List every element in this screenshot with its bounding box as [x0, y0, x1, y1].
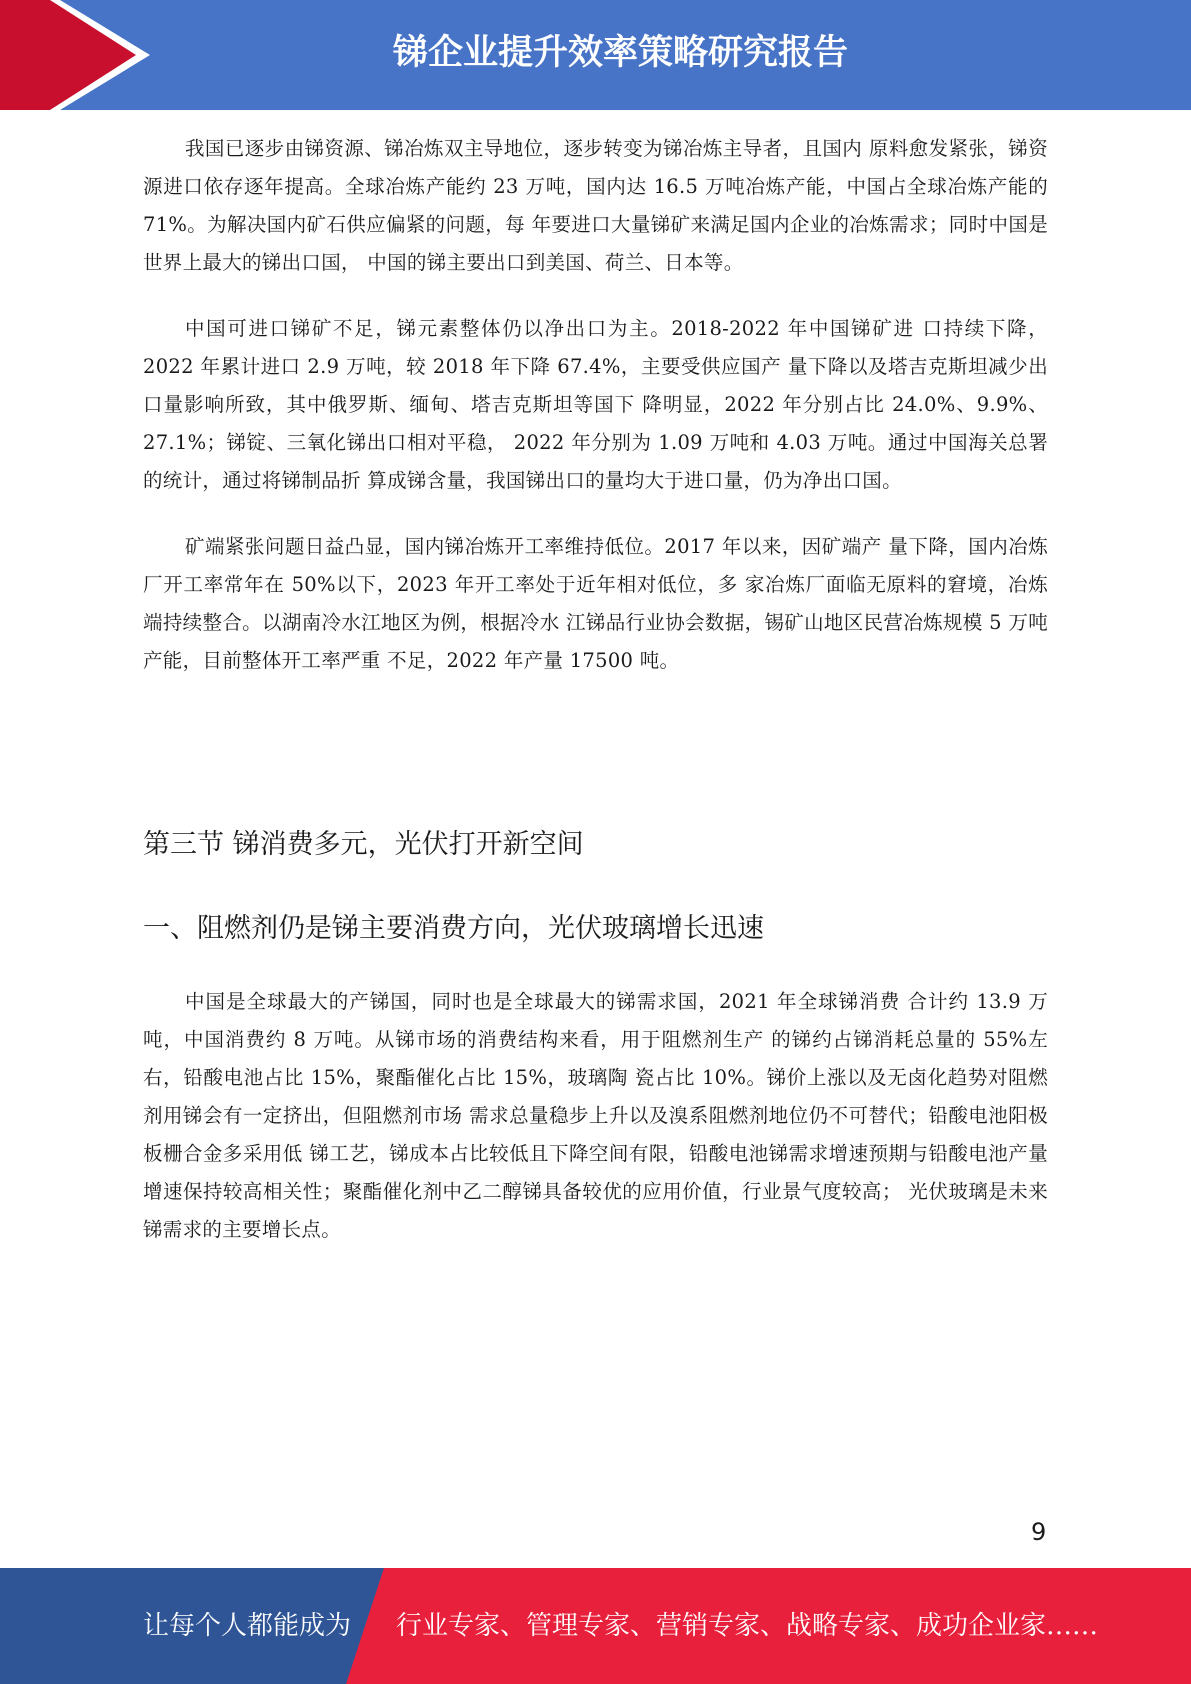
header-bar: [0, 0, 1191, 110]
footer-slogan-right: 行业专家、管理专家、营销专家、战略专家、成功企业家……: [396, 1611, 1099, 1641]
paragraph-1: 我国已逐步由锑资源、锑冶炼双主导地位，逐步转变为锑冶炼主导者，且国内 原料愈发紧张，锑资源进口依存逐年提高。全球冶炼产能约 23 万吨，国内达 16.5 万吨冶炼产能，中国占全球冶炼产能的 71%。为解决国内矿石供应偏紧的问题，每 年要进口大量锑矿来满足国内企业的冶炼需求；同时中国是世界上最大的锑出口国， 中国的锑主要出口到美国、荷兰、日本等。: [143, 137, 1048, 274]
section-title: 第三节 锑消费多元，光伏打开新空间: [143, 829, 584, 860]
subsection-title: 一、阻燃剂仍是锑主要消费方向，光伏玻璃增长迅速: [143, 913, 764, 944]
footer-banner: [0, 1568, 1191, 1684]
paragraph-3: 矿端紧张问题日益凸显，国内锑冶炼开工率维持低位。2017 年以来，因矿端产 量下降，国内冶炼厂开工率常年在 50%以下，2023 年开工率处于近年相对低位，多 家冶炼厂面临无原料的窘境，冶炼端持续整合。以湖南冷水江地区为例，根据冷水 江锑品行业协会数据，锡矿山地区民营冶炼规模 5 万吨产能，目前整体开工率严重 不足，2022 年产量 17500 吨。: [143, 535, 1048, 672]
paragraph-4: 中国是全球最大的产锑国，同时也是全球最大的锑需求国，2021 年全球锑消费 合计约 13.9 万吨，中国消费约 8 万吨。从锑市场的消费结构来看，用于阻燃剂生产 的锑约占锑消耗总量的 55%左右，铅酸电池占比 15%，聚酯催化占比 15%，玻璃陶 瓷占比 10%。锑价上涨以及无卤化趋势对阻燃剂用锑会有一定挤出，但阻燃剂市场 需求总量稳步上升以及溴系阻燃剂地位仍不可替代；铅酸电池阳极板栅合金多采用低 锑工艺，锑成本占比较低且下降空间有限，铅酸电池锑需求增速预期与铅酸电池产量增速保持较高相关性；聚酯催化剂中乙二醇锑具备较优的应用价值，行业景气度较高； 光伏玻璃是未来锑需求的主要增长点。: [143, 990, 1048, 1241]
report-title: 锑企业提升效率策略研究报告: [392, 33, 848, 73]
page-number: 9: [1031, 1518, 1047, 1546]
body-content: [143, 130, 1048, 680]
paragraph-2: 中国可进口锑矿不足，锑元素整体仍以净出口为主。2018-2022 年中国锑矿进 口持续下降，2022 年累计进口 2.9 万吨，较 2018 年下降 67.4%，主要受供应国产 量下降以及塔吉克斯坦减少出口量影响所致，其中俄罗斯、缅甸、塔吉克斯坦等国下 降明显，2022 年分别占比 24.0%、9.9%、27.1%；锑锭、三氧化锑出口相对平稳， 2022 年分别为 1.09 万吨和 4.03 万吨。通过中国海关总署的统计，通过将锑制品折 算成锑含量，我国锑出口的量均大于进口量，仍为净出口国。: [143, 317, 1048, 492]
body-content-2: [143, 983, 1048, 1249]
footer-slogan-left: 让每个人都能成为: [143, 1611, 352, 1641]
